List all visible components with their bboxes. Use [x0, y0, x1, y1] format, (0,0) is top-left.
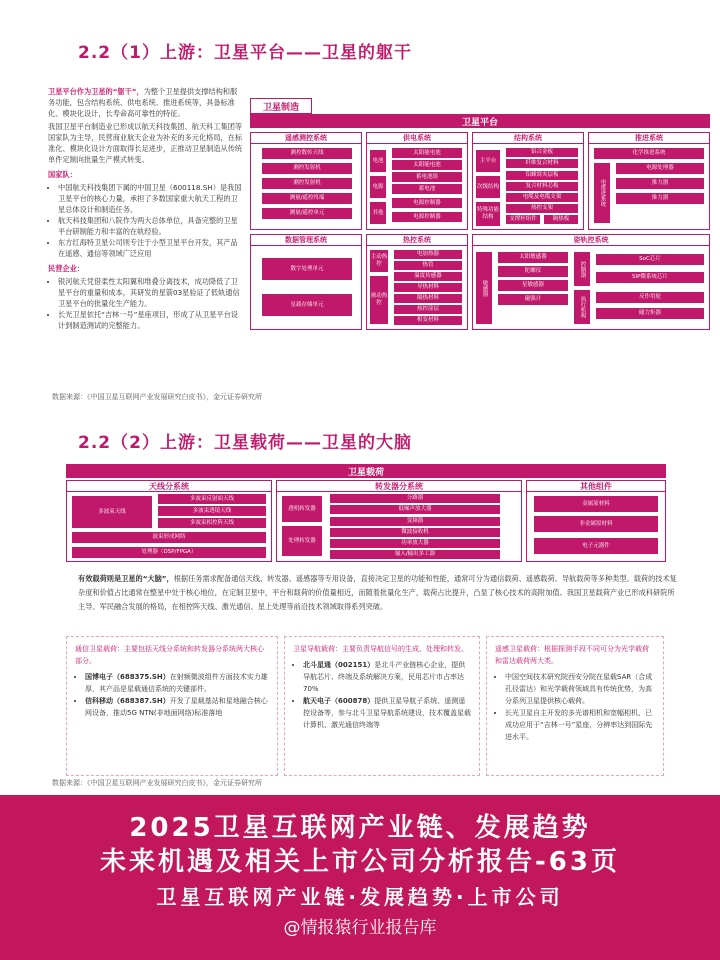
- power-item: 太阳能电池: [392, 148, 462, 158]
- thermal-side: 被动热控: [370, 276, 388, 324]
- attitude-title: 姿轨控系统: [472, 234, 710, 246]
- antenna-title: 天线分系统: [66, 480, 272, 492]
- telemetry-item: 测量/遥控单元: [262, 208, 352, 219]
- telemetry-item: 测控数传天线: [262, 148, 352, 159]
- structure-side: 主平台: [476, 150, 500, 172]
- telemetry-item: 测控发射机: [262, 178, 352, 189]
- source-note-2: 数据来源：《中国卫星互联网产业发展研究白皮书》，金元证券研究所: [52, 779, 262, 787]
- antenna-item: 处理器（DSP/FPGA）: [72, 547, 266, 558]
- structure-side: 次级结构: [476, 176, 500, 198]
- structure-side: 特殊功能结构: [476, 202, 500, 226]
- propulsion-item: 化学推进系统: [594, 148, 704, 159]
- manufacturing-label: 卫星制造: [250, 98, 312, 114]
- guojia-heading: 国家队：: [48, 170, 77, 179]
- power-item: 电源控制器: [392, 198, 462, 208]
- transponder-item: 微波接收机: [330, 528, 500, 537]
- thermal-item: 热控涂层: [394, 305, 462, 314]
- list-item: • 北斗星通（002151）是北斗产业链核心企业，提供导航芯片、终端及系统解决方案，民用芯片市占率达70%: [303, 659, 471, 695]
- propulsion-title: 推进系统: [588, 132, 710, 144]
- datamgmt-item: 数字处理单元: [262, 258, 352, 280]
- list-item: • 中国航天科技集团下属的中国卫星（600118.SH）是我国卫星平台的核心力量，承担了多数国家重大航天工程的卫星总体设计和制造任务。: [58, 182, 244, 215]
- transponder-item: 分路器: [330, 494, 500, 503]
- thermal-title: 热控系统: [366, 234, 468, 246]
- banner-subtitle: 卫星互联网产业链·发展趋势·上市公司: [156, 885, 564, 909]
- source-note-1: 数据来源：《中国卫星互联网产业发展研究白皮书》，金元证券研究所: [52, 393, 262, 401]
- payload-paragraph: 有效载荷则是卫星的“大脑”，根据任务需求配备通信天线、转发器、遥感器等专用设备，直接决定卫星的功能和性能，通常可分为通信载荷、遥感载荷、导航载荷等多种类型。载荷的技术复杂度和价值占比通常在整星中处于核心地位，在定制卫星中，平台和载荷的价值量相近，而随着批量化生产，载荷占比提升，凸显了核心技术的高附加值。我国卫星载荷产业已形成科研院所主导、军民融合发展的格局，在相控阵天线、激光通信、星上处理等前沿技术领域取得系列突破。: [78, 574, 677, 611]
- transponder-item: 输入/输出多工器: [330, 550, 500, 559]
- other-item: 金属原材料: [534, 496, 658, 512]
- info-box-comms: [66, 636, 278, 776]
- info-box-navigation: [284, 636, 480, 776]
- telemetry-title: 遥感测控系统: [250, 132, 362, 144]
- propulsion-item: 推力器: [616, 178, 704, 189]
- power-title: 供电系统: [366, 132, 468, 144]
- telemetry-item: 测量/遥控终端: [262, 193, 352, 204]
- transponder-item: 功率放大器: [330, 539, 500, 548]
- propulsion-item: 推力器: [616, 193, 704, 204]
- power-item: 太阳能电池: [392, 160, 462, 170]
- structure-title: 结构系统: [472, 132, 584, 144]
- thermal-item: 热管: [394, 261, 462, 270]
- transponder-item: 低噪声放大器: [330, 505, 500, 514]
- thermal-item: 导热材料: [394, 283, 462, 292]
- attitude-item: 磁强计: [498, 294, 568, 305]
- left-text-column-1: [48, 86, 244, 331]
- info-box-list: [293, 659, 471, 731]
- power-item: 蓄电池组: [392, 172, 462, 182]
- title-banner: [0, 795, 720, 960]
- structure-item: 纤维复合材料: [506, 159, 578, 168]
- power-side: 其他: [370, 202, 386, 224]
- structure-item: 热控支架: [506, 204, 578, 213]
- thermal-side: 主动热控: [370, 250, 388, 272]
- minying-list: [48, 276, 244, 331]
- power-item: 电源控制器: [392, 212, 462, 222]
- list-item: • 航天电子（600878）提供卫星导航子系统、遥测遥控设备等，参与北斗卫星导航系统建设，技术覆盖星载计算机、激光通信终端等: [303, 695, 471, 731]
- list-item: • 东方红海特卫星公司则专注于小型卫星平台开发，其产品在遥感、通信等领域广泛应用: [58, 237, 244, 259]
- info-box-heading: 通信卫星载荷：主要包括天线分系统和转发器分系统两大核心部分。: [75, 645, 264, 665]
- attitude-item: SIP微系统芯片: [596, 272, 704, 283]
- section-title-2: 2.2（2）上游：卫星载荷——卫星的大脑: [78, 433, 412, 453]
- structure-item: 铝合金板: [506, 148, 578, 157]
- datamgmt-title: 数据管理系统: [250, 234, 362, 246]
- attitude-item: 太阳敏感器: [498, 252, 568, 263]
- info-box-heading: 遥感卫星载荷：根据探测手段不同可分为光学载荷和雷达载荷两大类。: [495, 645, 649, 665]
- transponder-item: 变频器: [330, 517, 500, 526]
- industry-paragraph: 我国卫星平台制造业已形成以航天科技集团、航天科工集团等国家队为主导，民营商业航天企业为补充的多元化格局，在标准化、模块化设计方面取得长足进步，正推动卫星制造从传统单件定制向批量生产模式转变。: [48, 122, 243, 164]
- other-title: 其他组件: [526, 480, 666, 492]
- thermal-item: 温度传感器: [394, 272, 462, 281]
- attitude-side: 控制器: [574, 252, 590, 286]
- list-item: • 信科移动（688387.SH）开发了星载基站和星地融合核心网设备，推动5G NTN(非地面网络)标准落地: [85, 695, 269, 719]
- transponder-title: 转发器分系统: [276, 480, 522, 492]
- structure-item: 铝蜂窝夹层板: [506, 171, 578, 180]
- banner-title-line2: 未来机遇及相关上市公司分析报告-63页: [100, 847, 620, 877]
- telemetry-item: 测控发射机: [262, 163, 352, 174]
- guojia-list: [48, 182, 244, 259]
- other-item: 非金属原材料: [534, 516, 658, 532]
- list-item: • 航天科技集团和八院作为两大总体单位，具备完整的卫星平台研制能力和丰富的在轨经验。: [58, 215, 244, 237]
- list-item: • 长光卫星自主开发的多光谱相机和宽幅相机，已成功应用于“吉林一号”星座，分辨率达到国际先进水平。: [505, 707, 655, 743]
- datamgmt-item: 星载存储单元: [262, 294, 352, 316]
- list-item: • 中国空间技术研究院西安分院在星载SAR（合成孔径雷达）和光学载荷领域具有传统优势，为高分系列卫星提供核心载荷。: [505, 671, 655, 707]
- structure-item: 隔热板: [544, 215, 578, 224]
- attitude-item: 陀螺仪: [498, 266, 568, 277]
- attitude-item: 磁力矩器: [596, 308, 704, 319]
- transponder-side: 处理转发器: [282, 526, 322, 556]
- antenna-item: 波束形成网络: [72, 532, 266, 543]
- transponder-side: 透明转发器: [282, 496, 322, 522]
- list-item: • 银河航天凭借柔性太阳翼和堆叠分离技术，成功降低了卫星平台的重量和成本，其研发的星箭03星验证了低轨通信卫星平台的批量化生产能力。: [58, 276, 244, 309]
- structure-item: 支撑杆组件: [506, 215, 540, 224]
- info-box-remote-sensing: [486, 636, 664, 776]
- payload-bar: 卫星载荷: [66, 464, 666, 478]
- info-box-heading: 卫星导航载荷：主要负责导航信号的生成、处理和转发。: [293, 645, 468, 653]
- attitude-side: 执行机构: [574, 290, 590, 324]
- minying-heading: 民营企业：: [48, 264, 84, 273]
- power-side: 电源: [370, 176, 386, 198]
- structure-item: 电缆及电缆支架: [506, 193, 578, 202]
- section-title-1: 2.2（1）上游：卫星平台——卫星的躯干: [78, 43, 412, 63]
- antenna-item: 多波束相控阵天线: [158, 518, 266, 528]
- thermal-item: 相变材料: [394, 316, 462, 325]
- list-item: • 国博电子（688375.SH）在射频微波组件方面技术实力雄厚，其产品是星载通信系统的关键部件。: [85, 671, 269, 695]
- structure-item: 复合材料芯板: [506, 182, 578, 191]
- power-item: 蓄电池: [392, 184, 462, 194]
- antenna-side: 多波束天线: [72, 496, 152, 528]
- list-item: • 长光卫星依托“吉林一号”星座项目，形成了从卫星平台设计到制造测试的完整能力。: [58, 309, 244, 331]
- attitude-side: 敏感器: [476, 252, 492, 324]
- power-side: 电池: [370, 150, 386, 172]
- info-box-list: [495, 671, 655, 743]
- intro-paragraph: 卫星平台作为卫星的“躯干”，为整个卫星提供支撑结构和服务功能，包含结构系统、供电系统、推进系统等，具备标准化、模块化设计，长寿命高可靠性的特征。: [48, 87, 238, 118]
- propulsion-item: 电源处理器: [616, 163, 704, 174]
- attitude-item: 星敏感器: [498, 280, 568, 291]
- propulsion-side: 电推进系统: [594, 163, 610, 223]
- platform-bar: 卫星平台: [250, 114, 710, 128]
- thermal-item: 隔热材料: [394, 294, 462, 303]
- thermal-item: 电加热器: [394, 250, 462, 259]
- info-box-list: [75, 671, 269, 719]
- attitude-item: SoC芯片: [596, 254, 704, 265]
- banner-title-line1: 2025卫星互联网产业链、发展趋势: [129, 813, 591, 843]
- antenna-item: 多波束反射面天线: [158, 494, 266, 504]
- other-item: 电子元器件: [534, 538, 658, 554]
- attitude-item: 反作用轮: [596, 292, 704, 303]
- banner-handle: @情报猿行业报告库: [283, 918, 437, 938]
- antenna-item: 多波束透镜天线: [158, 506, 266, 516]
